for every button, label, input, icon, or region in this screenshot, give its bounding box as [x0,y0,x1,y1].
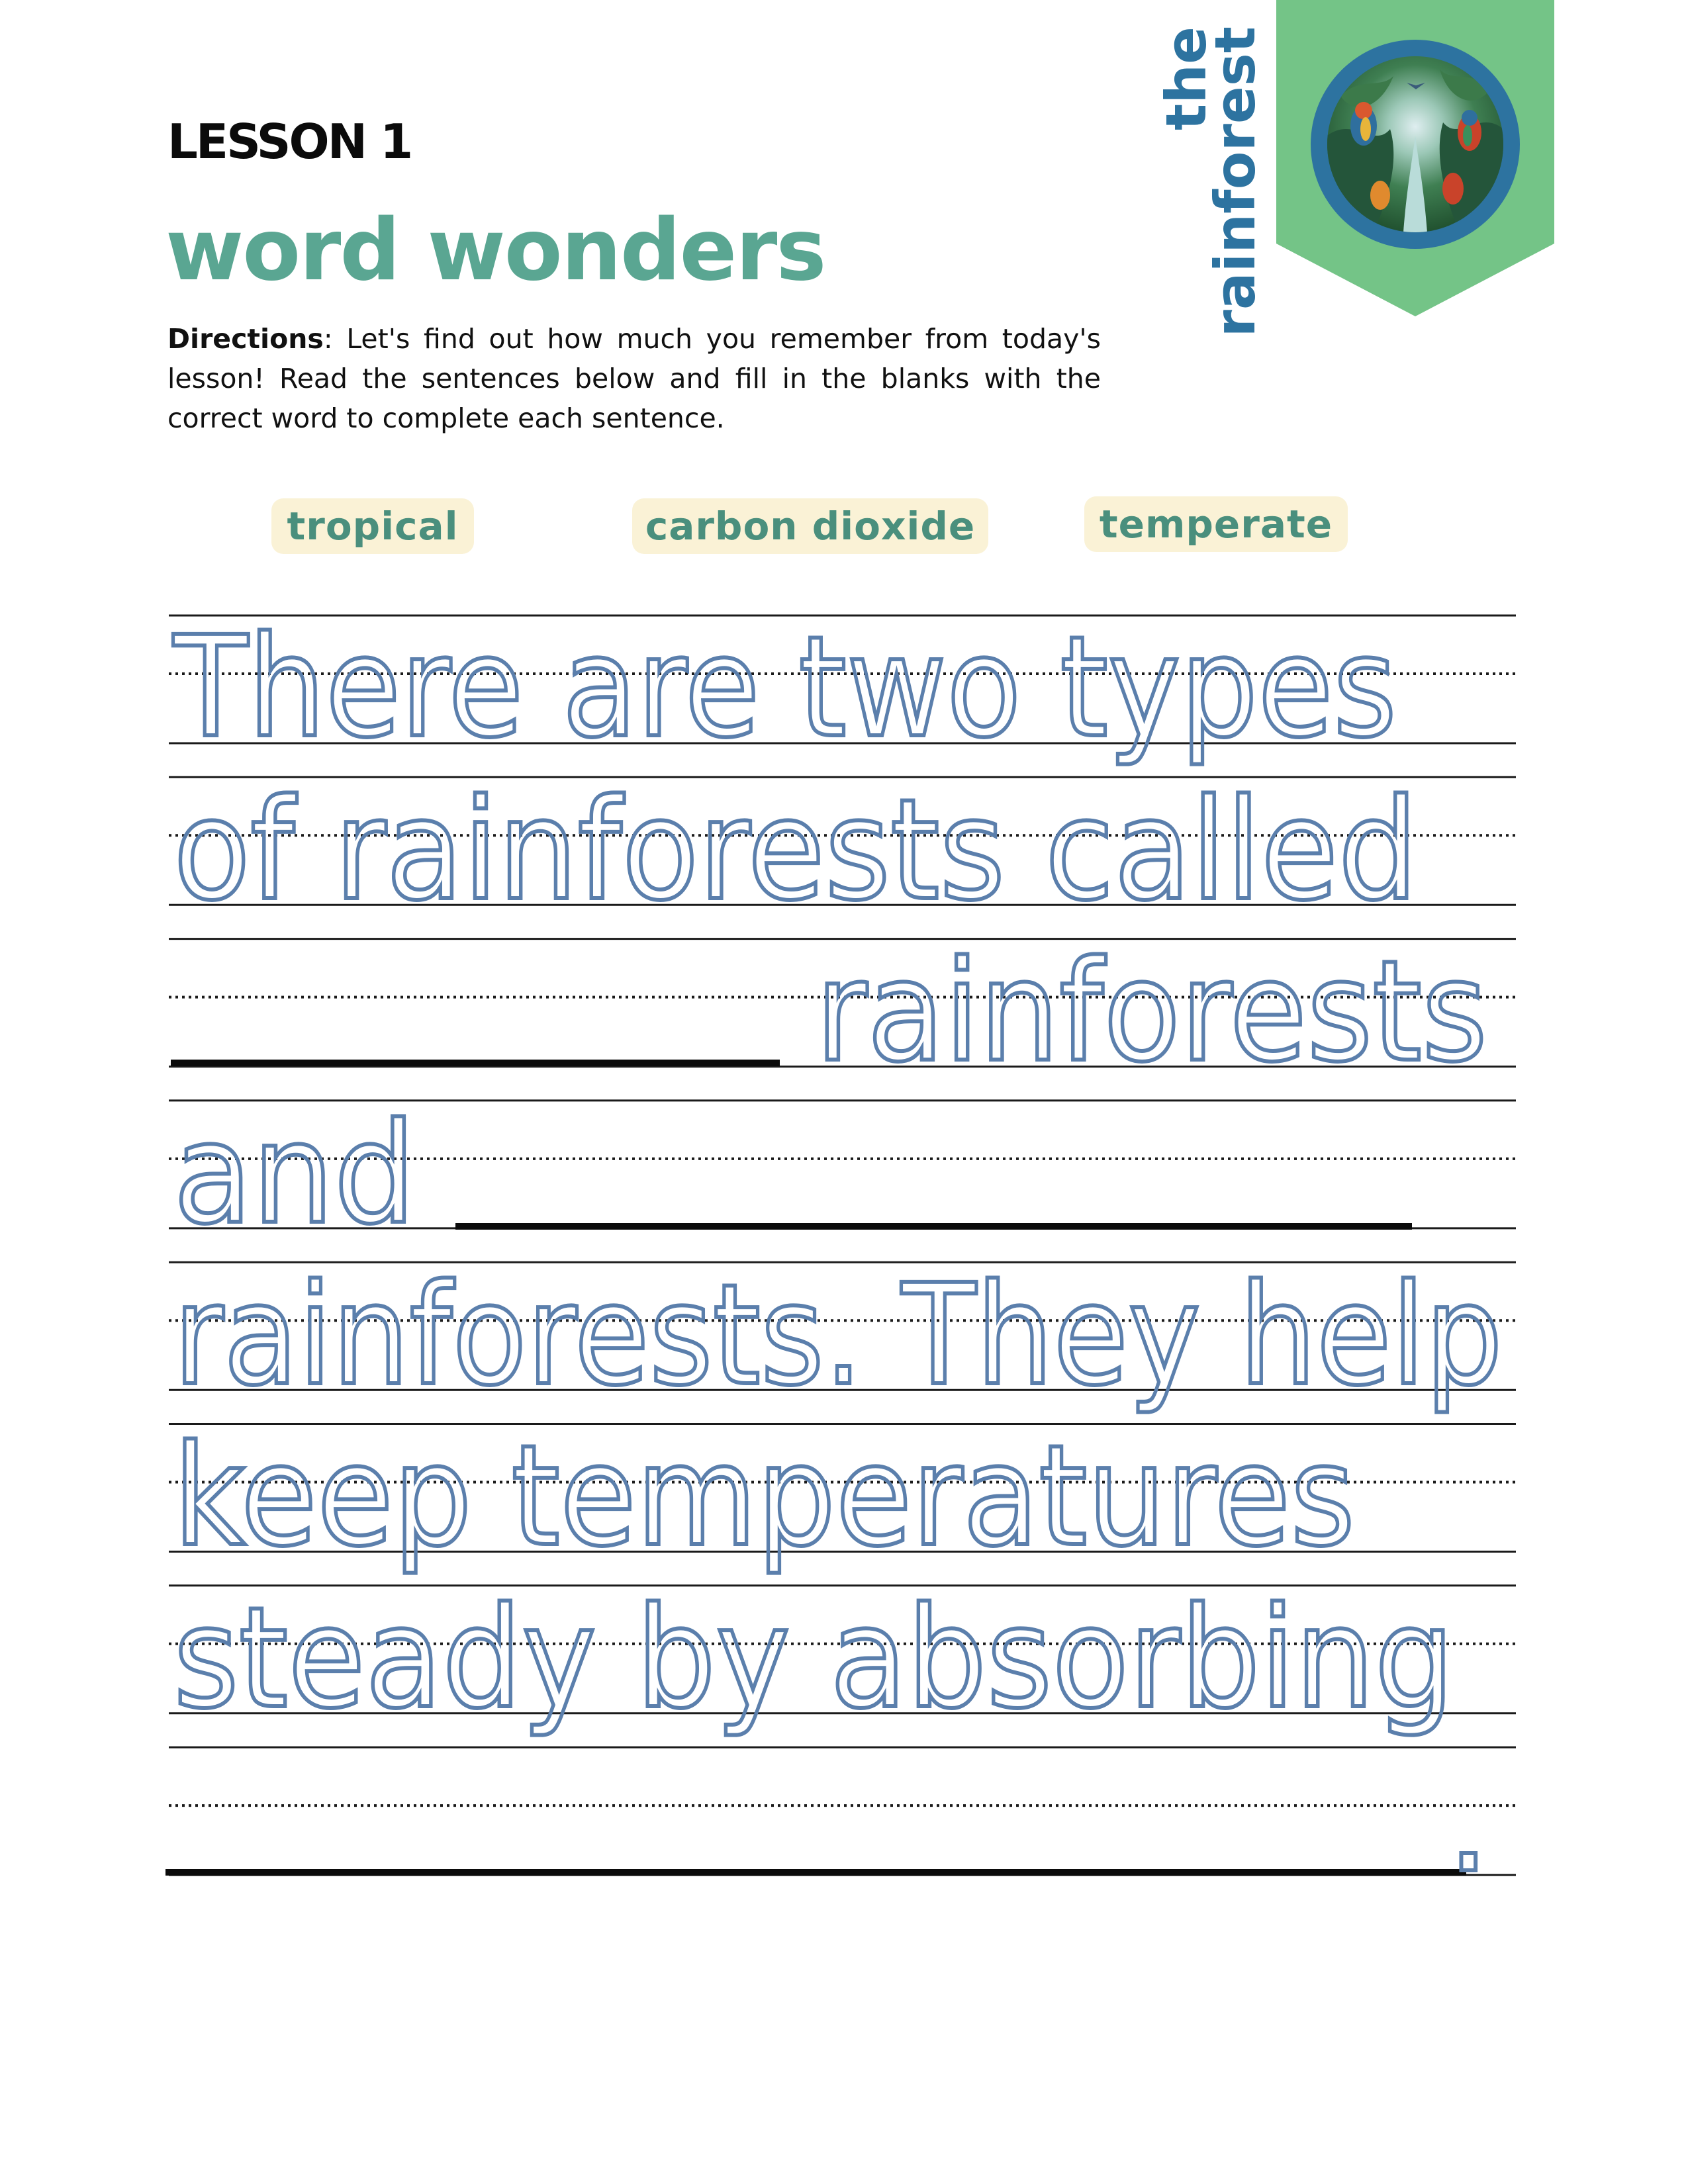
trace-line-7: steady by absorbing [173,1577,1454,1739]
trace-line-3: rainforests [816,931,1487,1093]
trace-line-5: rainforests. They help [173,1254,1503,1416]
directions-text: : Let's find out how much you remember from today's lesson! Read the sentences below and fill in the blanks with the correct word to complete each sentence. [167,323,1101,434]
trace-line-1: There are two types [173,606,1397,768]
trace-line-2: of rainforests called [173,769,1418,931]
theme-label-line1: the [1154,26,1219,130]
trace-line-4: and [173,1093,416,1255]
word-chip-temperate: temperate [1084,496,1348,552]
theme-label-line2: rainforest [1203,26,1268,338]
lesson-label: LESSON 1 [167,114,412,169]
trace-line-6: keep temperatures [173,1415,1355,1577]
word-chip-carbon-dioxide: carbon dioxide [632,498,988,554]
trace-line-8: . [1446,1741,1491,1903]
worksheet-title: word wonders [165,201,825,300]
directions-label: Directions [167,323,324,355]
word-chip-tropical: tropical [271,498,474,554]
